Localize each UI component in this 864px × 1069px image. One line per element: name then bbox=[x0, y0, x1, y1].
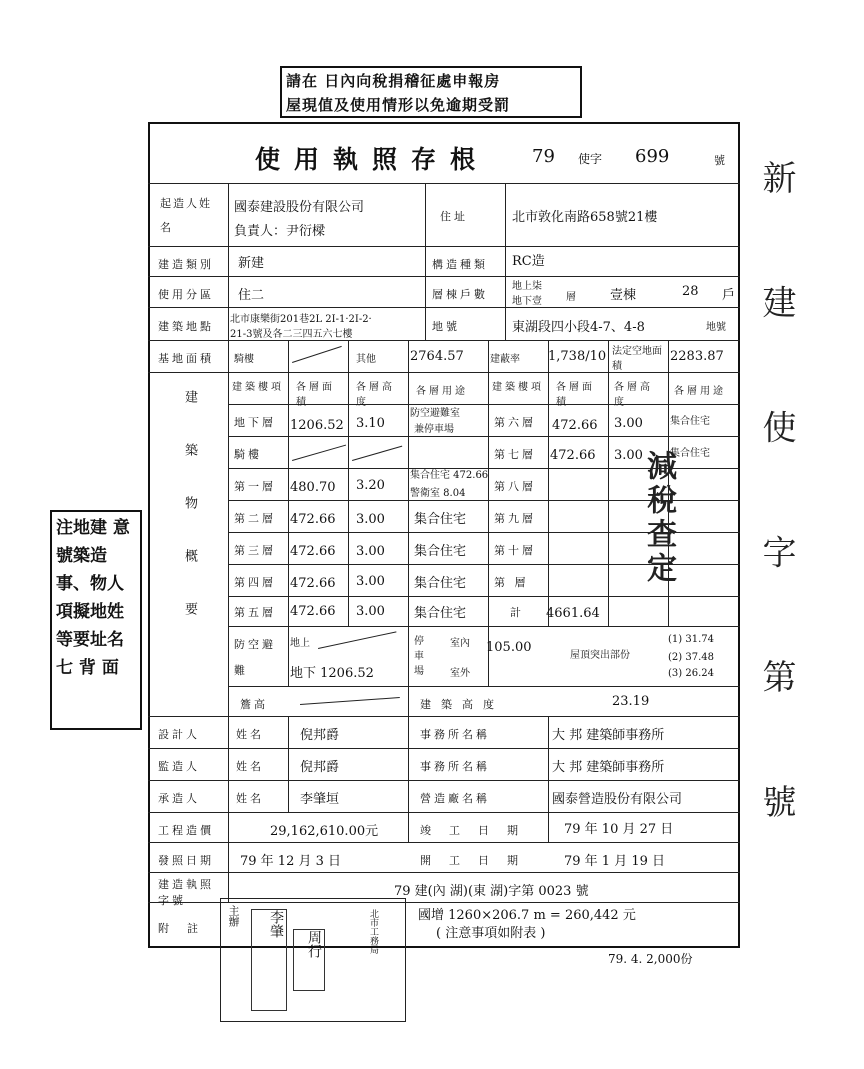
f1-height: 3.20 bbox=[356, 478, 385, 493]
open-label: 開工日期 bbox=[420, 854, 536, 867]
supervisor-label: 監造人 bbox=[158, 760, 200, 773]
basement-use1: 防空避難室 bbox=[410, 408, 460, 419]
permit-zi: 使字 bbox=[578, 152, 603, 166]
open-value: 79 年 1 月 19 日 bbox=[564, 854, 666, 869]
supervisor-name: 倪邦爵 bbox=[300, 760, 340, 775]
lot-suffix: 地號 bbox=[706, 322, 726, 333]
lot-value: 東湖段四小段4-7、4-8 bbox=[512, 320, 645, 335]
cost-label: 工程造價 bbox=[158, 824, 214, 837]
f2-label: 第二層 bbox=[234, 512, 276, 525]
zoning-label: 使用分區 bbox=[158, 288, 214, 301]
parking-value: 105.00 bbox=[486, 640, 532, 655]
qita-value: 2764.57 bbox=[410, 349, 464, 364]
contractor-name: 李肇垣 bbox=[300, 792, 340, 807]
col-height-2: 各層高度 bbox=[614, 382, 653, 408]
lot-label: 地號 bbox=[432, 320, 460, 333]
build-type-value: 新建 bbox=[238, 256, 265, 271]
fx-label: 第 層 bbox=[494, 576, 529, 589]
area-label: 基地面積 bbox=[158, 352, 214, 365]
permit-label: 建造執照字號 bbox=[158, 878, 214, 907]
col-area-2: 各層面積 bbox=[556, 382, 595, 408]
legal-open-value: 2283.87 bbox=[670, 349, 724, 364]
col-height: 各層高度 bbox=[356, 382, 395, 408]
f4-area: 472.66 bbox=[290, 576, 336, 591]
contractor-name-label: 姓名 bbox=[236, 792, 264, 805]
f1-use1: 集合住宅 472.66 bbox=[410, 470, 489, 481]
notice-line2: 屋現值及使用情形以免逾期受罰 bbox=[286, 96, 511, 114]
builder-rep: 負責人：尹衍樑 bbox=[234, 224, 326, 239]
qilou-label: 騎樓 bbox=[234, 354, 254, 365]
f5-label: 第五層 bbox=[234, 606, 276, 619]
f2-area: 472.66 bbox=[290, 512, 336, 527]
ratio-value: 1,738/10 bbox=[548, 349, 607, 364]
f5-height: 3.00 bbox=[356, 604, 385, 619]
roof-2: (2) 37.48 bbox=[668, 652, 714, 663]
floors-below: 地下壹 bbox=[512, 296, 542, 307]
f7-area: 472.66 bbox=[550, 448, 596, 463]
designer-name-label: 姓名 bbox=[236, 728, 264, 741]
f1-area: 480.70 bbox=[290, 480, 336, 495]
f3-use: 集合住宅 bbox=[414, 544, 467, 559]
parking-out: 室外 bbox=[450, 668, 470, 679]
form-title: 使用執照存根 bbox=[255, 145, 490, 174]
supervisor-office: 大 邦 建築師事務所 bbox=[552, 760, 665, 775]
cost-value: 29,162,610.00元 bbox=[270, 824, 379, 839]
contractor-label: 承造人 bbox=[158, 792, 200, 805]
permit-value: 79 建(內 湖)(東 湖)字第 0023 號 bbox=[394, 884, 589, 899]
permit-number: 699 bbox=[635, 146, 670, 167]
builder-label: 起造人姓名 bbox=[160, 197, 212, 234]
footer-print: 79. 4. 2,000份 bbox=[608, 952, 693, 966]
site-value2: 21-3號及各二三四五六七樓 bbox=[230, 329, 353, 340]
designer-office-label: 事務所名稱 bbox=[420, 728, 490, 741]
floors-label: 層棟戶數 bbox=[432, 288, 488, 301]
contractor-company: 國泰營造股份有限公司 bbox=[552, 792, 683, 807]
parking-label: 停車場 bbox=[414, 636, 427, 677]
structure-label: 構造種類 bbox=[432, 258, 488, 271]
issue-value: 79 年 12 月 3 日 bbox=[240, 854, 342, 869]
shelter-above: 地上 bbox=[290, 638, 310, 649]
f6-height: 3.00 bbox=[614, 416, 643, 431]
f9-label: 第九層 bbox=[494, 512, 536, 525]
floors-ceng: 層 bbox=[566, 292, 576, 303]
f5-use: 集合住宅 bbox=[414, 606, 467, 621]
f6-area: 472.66 bbox=[552, 418, 598, 433]
fee-value: 國增 1260×206.7 m = 260,442 元 bbox=[418, 908, 636, 923]
designer-label: 設計人 bbox=[158, 728, 200, 741]
approval-stamps bbox=[220, 898, 406, 1022]
floors-above: 地上柒 bbox=[512, 281, 542, 292]
legal-open-label: 法定空地面積 bbox=[612, 346, 662, 372]
roof-label: 屋頂突出部份 bbox=[570, 650, 630, 661]
remark-label: 附註 bbox=[158, 922, 216, 935]
eave-label: 簷高 bbox=[240, 698, 268, 711]
stamp-a: 主辦 bbox=[227, 905, 240, 927]
shelter-below: 地下 1206.52 bbox=[290, 666, 374, 681]
f2-height: 3.00 bbox=[356, 512, 385, 527]
notice-line1: 請在 日內向稅捐稽征處申報房 bbox=[286, 72, 501, 90]
f1-use2: 警衛室 8.04 bbox=[410, 488, 466, 499]
qita-label: 其他 bbox=[356, 354, 376, 365]
builder-value: 國泰建設股份有限公司 bbox=[234, 200, 365, 215]
f7-height: 3.00 bbox=[614, 448, 643, 463]
notice-box bbox=[280, 66, 582, 118]
f8-label: 第八層 bbox=[494, 480, 536, 493]
contractor-company-label: 營造廠名稱 bbox=[420, 792, 490, 805]
build-type-label: 建造類別 bbox=[158, 258, 214, 271]
basement-area: 1206.52 bbox=[290, 418, 344, 433]
roof-1: (1) 31.74 bbox=[668, 634, 714, 645]
f4-use: 集合住宅 bbox=[414, 576, 467, 591]
issue-label: 發照日期 bbox=[158, 854, 214, 867]
permit-hao: 號 bbox=[714, 154, 725, 167]
note-value: ( 注意事項如附表 ) bbox=[436, 926, 546, 941]
shelter-label: 防空避難 bbox=[234, 638, 276, 677]
designer-name: 倪邦爵 bbox=[300, 728, 340, 743]
f4-height: 3.00 bbox=[356, 574, 385, 589]
tax-stamp: 減稅查定 bbox=[641, 450, 676, 586]
f5-area: 472.66 bbox=[290, 604, 336, 619]
roof-3: (3) 26.24 bbox=[668, 668, 714, 679]
f3-height: 3.00 bbox=[356, 544, 385, 559]
basement-label: 地下層 bbox=[234, 416, 276, 429]
total-value: 4661.64 bbox=[546, 606, 600, 621]
f7-use: 集合住宅 bbox=[670, 448, 710, 459]
col-use-2: 各層用途 bbox=[674, 386, 726, 397]
col-item-2: 建築樓項 bbox=[492, 382, 544, 393]
supervisor-office-label: 事務所名稱 bbox=[420, 760, 490, 773]
ratio-label: 建蔽率 bbox=[490, 354, 520, 365]
f3-label: 第三層 bbox=[234, 544, 276, 557]
f1-label: 第一層 bbox=[234, 480, 276, 493]
site-label: 建築地點 bbox=[158, 320, 214, 333]
basement-height: 3.10 bbox=[356, 416, 385, 431]
f10-label: 第十層 bbox=[494, 544, 536, 557]
qilou-row-label: 騎樓 bbox=[234, 448, 262, 461]
parking-in: 室內 bbox=[450, 638, 470, 649]
bheight-label: 建築高度 bbox=[420, 698, 504, 711]
col-area: 各層面積 bbox=[296, 382, 335, 408]
floors-hu-unit: 戶 bbox=[722, 288, 736, 303]
stamp-b: 李肇 bbox=[251, 909, 287, 1011]
f4-label: 第四層 bbox=[234, 576, 276, 589]
f6-use: 集合住宅 bbox=[670, 416, 710, 427]
zoning-value: 住二 bbox=[238, 288, 265, 303]
basement-use2: 兼停車場 bbox=[414, 424, 454, 435]
finish-value: 79 年 10 月 27 日 bbox=[564, 822, 674, 837]
supervisor-name-label: 姓名 bbox=[236, 760, 264, 773]
stamp-c: 周行 bbox=[293, 929, 325, 991]
permit-year: 79 bbox=[532, 146, 555, 167]
right-side-text: 新 建 使 字 第 號 bbox=[756, 160, 796, 859]
f7-label: 第七層 bbox=[494, 448, 536, 461]
address-value: 北市敦化南路658號21樓 bbox=[512, 210, 658, 225]
site-value1: 北市康樂街201巷2L 2I-1·2I-2· bbox=[230, 314, 372, 325]
address-label: 住址 bbox=[440, 210, 468, 223]
floors-dong: 壹棟 bbox=[610, 288, 637, 303]
structure-value: RC造 bbox=[512, 254, 545, 269]
designer-office: 大 邦 建築師事務所 bbox=[552, 728, 665, 743]
col-item: 建築樓項 bbox=[232, 382, 284, 393]
side-note-box: 注地建 意號築造 事、物人 項擬地姓 等要址名 七 背 面 bbox=[50, 510, 142, 730]
building-section-label: 建築物概要 bbox=[182, 390, 197, 655]
total-label: 計 bbox=[510, 606, 524, 619]
bheight-value: 23.19 bbox=[612, 694, 650, 709]
stamp-d: 北市工務局 bbox=[368, 909, 378, 954]
finish-label: 竣工日期 bbox=[420, 824, 536, 837]
f3-area: 472.66 bbox=[290, 544, 336, 559]
col-use: 各層用途 bbox=[416, 386, 468, 397]
f6-label: 第六層 bbox=[494, 416, 536, 429]
f2-use: 集合住宅 bbox=[414, 512, 467, 527]
floors-hu: 28 bbox=[682, 284, 699, 299]
